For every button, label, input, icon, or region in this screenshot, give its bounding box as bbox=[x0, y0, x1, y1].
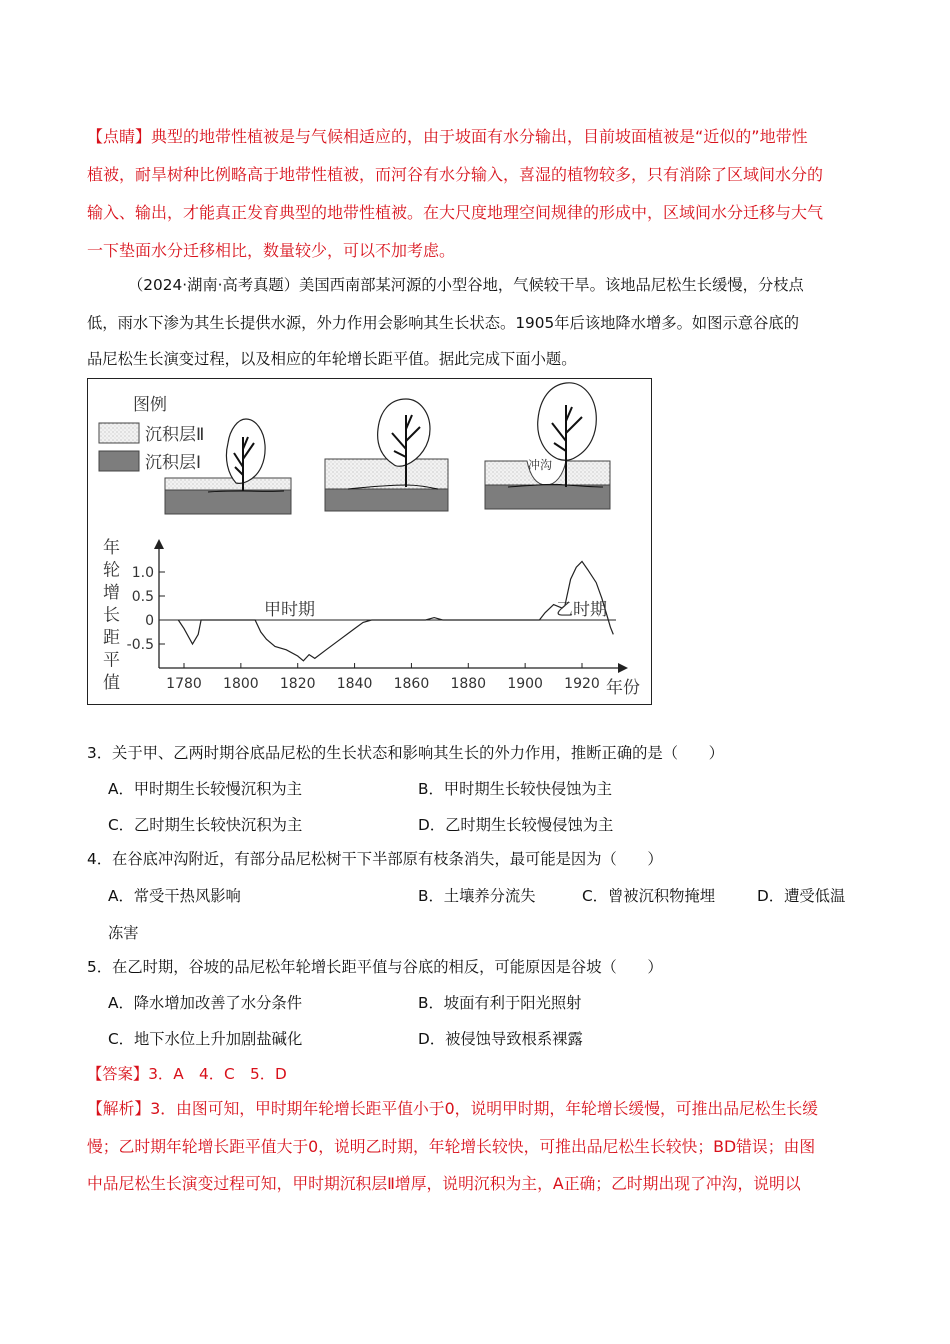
x-axis-arrow bbox=[618, 663, 628, 673]
analysis-tag: 【解析】 bbox=[87, 1099, 151, 1118]
dianjing-tag: 【点睛】 bbox=[87, 127, 152, 146]
ylabel-char: 长 bbox=[103, 605, 120, 626]
ylabel-char: 平 bbox=[103, 650, 120, 671]
q3-option-c[interactable]: C．乙时期生长较快沉积为主 bbox=[108, 816, 303, 834]
x-tick-label: 1920 bbox=[564, 676, 600, 692]
x-tick-label: 1880 bbox=[450, 676, 487, 692]
q5-option-c[interactable]: C．地下水位上升加剧盐碱化 bbox=[108, 1030, 303, 1048]
chart-ylabel bbox=[103, 537, 120, 693]
dianjing-line-2: 植被，耐旱树种比例略高于地带性植被，而河谷有水分输入，喜湿的植物较多，只有消除了区域间水分的 bbox=[87, 165, 824, 184]
legend-title: 图例 bbox=[133, 395, 167, 415]
ylabel-char: 轮 bbox=[103, 560, 120, 581]
y-axis-arrow bbox=[154, 539, 164, 549]
stage-3-diagram bbox=[485, 383, 610, 509]
answer-tag: 【答案】 bbox=[87, 1065, 149, 1083]
q5-option-b[interactable]: B．坡面有利于阳光照射 bbox=[418, 994, 582, 1012]
figure-box bbox=[87, 378, 652, 705]
q4-option-d[interactable]: D．遭受低温 bbox=[757, 887, 846, 905]
dianjing-line-3: 输入、输出，才能真正发育典型的地带性植被。在大尺度地理空间规律的形成中，区域间水分迁移与大气 bbox=[87, 203, 824, 222]
period-yi-label: 乙时期 bbox=[556, 600, 607, 620]
series-line bbox=[178, 561, 613, 660]
x-tick-label: 1800 bbox=[223, 676, 259, 692]
analysis-line-2: 慢；乙时期年轮增长距平值大于0，说明乙时期，年轮增长较快，可推出品尼松生长较快；BD错误；由图 bbox=[87, 1137, 816, 1156]
q3-option-b[interactable]: B．甲时期生长较快侵蚀为主 bbox=[418, 780, 613, 798]
x-tick-label: 1900 bbox=[507, 676, 543, 692]
x-axis-label: 年份 bbox=[606, 678, 640, 698]
q4-option-a[interactable]: A．常受干热风影响 bbox=[108, 887, 241, 905]
period-jia-label: 甲时期 bbox=[264, 600, 315, 620]
q4-option-b[interactable]: B．土壤养分流失 bbox=[418, 887, 536, 905]
legend-label-layer2: 沉积层Ⅱ bbox=[145, 425, 205, 445]
intro-line-1: （2024·湖南·高考真题）美国西南部某河源的小型谷地，气候较干旱。该地品尼松生长缓慢，分枝点 bbox=[128, 276, 804, 294]
figure-svg bbox=[88, 379, 651, 704]
analysis-text-1: 3．由图可知，甲时期年轮增长距平值小于0，说明甲时期，年轮增长缓慢，可推出品尼松生长缓 bbox=[150, 1099, 818, 1118]
q3-stem: 3．关于甲、乙两时期谷底品尼松的生长状态和影响其生长的外力作用，推断正确的是（ ） bbox=[87, 744, 724, 762]
ylabel-char: 增 bbox=[103, 583, 120, 603]
dianjing-line-1 bbox=[87, 127, 808, 147]
q4-stem: 4．在谷底冲沟附近，有部分品尼松树干下半部原有枝条消失，最可能是因为（ ） bbox=[87, 850, 663, 868]
y-tick-label: 0.5 bbox=[131, 589, 154, 605]
x-tick-label: 1780 bbox=[166, 676, 202, 692]
stage-2-diagram bbox=[325, 399, 448, 511]
q5-option-a[interactable]: A．降水增加改善了水分条件 bbox=[108, 994, 303, 1012]
analysis-line-1 bbox=[87, 1099, 818, 1119]
x-tick-label: 1840 bbox=[336, 676, 373, 692]
q5-option-d[interactable]: D．被侵蚀导致根系裸露 bbox=[418, 1030, 583, 1048]
ylabel-char: 年 bbox=[103, 538, 120, 558]
growth-chart bbox=[103, 537, 640, 698]
y-tick-label: 1.0 bbox=[131, 565, 154, 581]
q4-option-c[interactable]: C．曾被沉积物掩埋 bbox=[582, 887, 716, 905]
answer-text: 3．A 4．C 5．D bbox=[148, 1065, 287, 1083]
q3-option-a[interactable]: A．甲时期生长较慢沉积为主 bbox=[108, 780, 303, 798]
intro-line-3: 品尼松生长演变过程，以及相应的年轮增长距平值。据此完成下面小题。 bbox=[87, 350, 577, 368]
q5-stem: 5．在乙时期，谷坡的品尼松年轮增长距平值与谷底的相反，可能原因是谷坡（ ） bbox=[87, 958, 663, 976]
intro-line-2: 低，雨水下渗为其生长提供水源，外力作用会影响其生长状态。1905年后该地降水增多。如图示意谷底的 bbox=[87, 314, 799, 332]
ylabel-char: 距 bbox=[103, 628, 120, 648]
ylabel-char: 值 bbox=[103, 673, 120, 693]
q3-option-d[interactable]: D．乙时期生长较慢侵蚀为主 bbox=[418, 816, 614, 834]
y-tick-label: 0 bbox=[145, 613, 154, 629]
dianjing-text-1: 典型的地带性植被是与气候相适应的，由于坡面有水分输出，目前坡面植被是“近似的”地带性 bbox=[151, 127, 808, 146]
gully-label: 冲沟 bbox=[528, 458, 553, 472]
legend-swatch-layer1 bbox=[99, 451, 139, 471]
y-tick-label: -0.5 bbox=[126, 637, 154, 653]
legend-swatch-layer2 bbox=[99, 423, 139, 443]
x-ticks bbox=[166, 663, 600, 692]
q4-option-d-cont: 冻害 bbox=[108, 924, 139, 942]
x-tick-label: 1820 bbox=[279, 676, 316, 692]
legend-label-layer1: 沉积层Ⅰ bbox=[145, 453, 202, 473]
x-tick-label: 1860 bbox=[393, 676, 430, 692]
dianjing-line-4: 一下垫面水分迁移相比，数量较少，可以不加考虑。 bbox=[87, 241, 456, 260]
answer-line bbox=[87, 1064, 287, 1084]
analysis-line-3: 中品尼松生长演变过程可知，甲时期沉积层Ⅱ增厚，说明沉积为主，A正确；乙时期出现了冲沟，说明以 bbox=[87, 1174, 801, 1193]
